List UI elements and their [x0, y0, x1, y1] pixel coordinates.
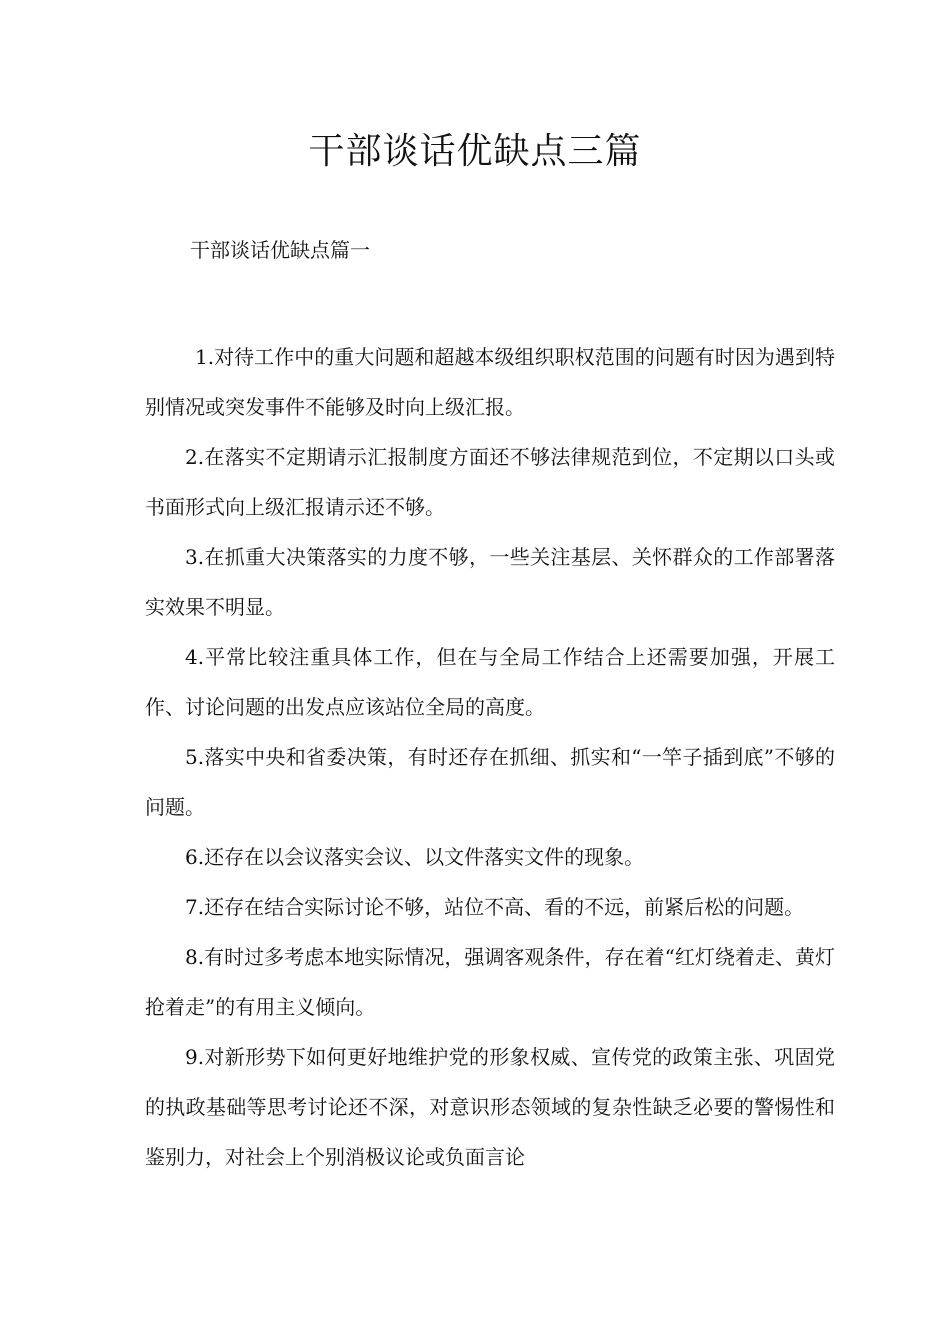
- paragraph-3: 3.在抓重大决策落实的力度不够，一些关注基层、关怀群众的工作部署落实效果不明显。: [145, 545, 835, 619]
- paragraph-1: 1.对待工作中的重大问题和超越本级组织职权范围的问题有时因为遇到特别情况或突发事件不能够及时向上级汇报。: [145, 345, 835, 419]
- paragraph-6: 6.还存在以会议落实会议、以文件落实文件的现象。: [185, 845, 645, 869]
- paragraph-7: 7.还存在结合实际讨论不够，站位不高、看的不远，前紧后松的问题。: [185, 895, 805, 919]
- paragraph-2: 2.在落实不定期请示汇报制度方面还不够法律规范到位，不定期以口头或书面形式向上级汇报请示还不够。: [145, 445, 835, 519]
- paragraph-4: 4.平常比较注重具体工作，但在与全局工作结合上还需要加强，开展工作、讨论问题的出发点应该站位全局的高度。: [145, 645, 835, 719]
- document-body: [145, 332, 835, 1182]
- paragraph-9: 9.对新形势下如何更好地维护党的形象权威、宣传党的政策主张、巩固党的执政基础等思考讨论还不深，对意识形态领域的复杂性缺乏必要的警惕性和鉴别力，对社会上个别消极议论或负面言论: [145, 1045, 835, 1169]
- document-title: 干部谈话优缺点三篇: [308, 131, 642, 172]
- paragraph-5: 5.落实中央和省委决策，有时还存在抓细、抓实和“一竿子插到底”不够的问题。: [145, 745, 835, 819]
- paragraph-8: 8.有时过多考虑本地实际情况，强调客观条件，存在着“红灯绕着走、黄灯抢着走”的有用主义倾向。: [145, 945, 835, 1019]
- section-heading: 干部谈话优缺点篇一: [190, 238, 370, 262]
